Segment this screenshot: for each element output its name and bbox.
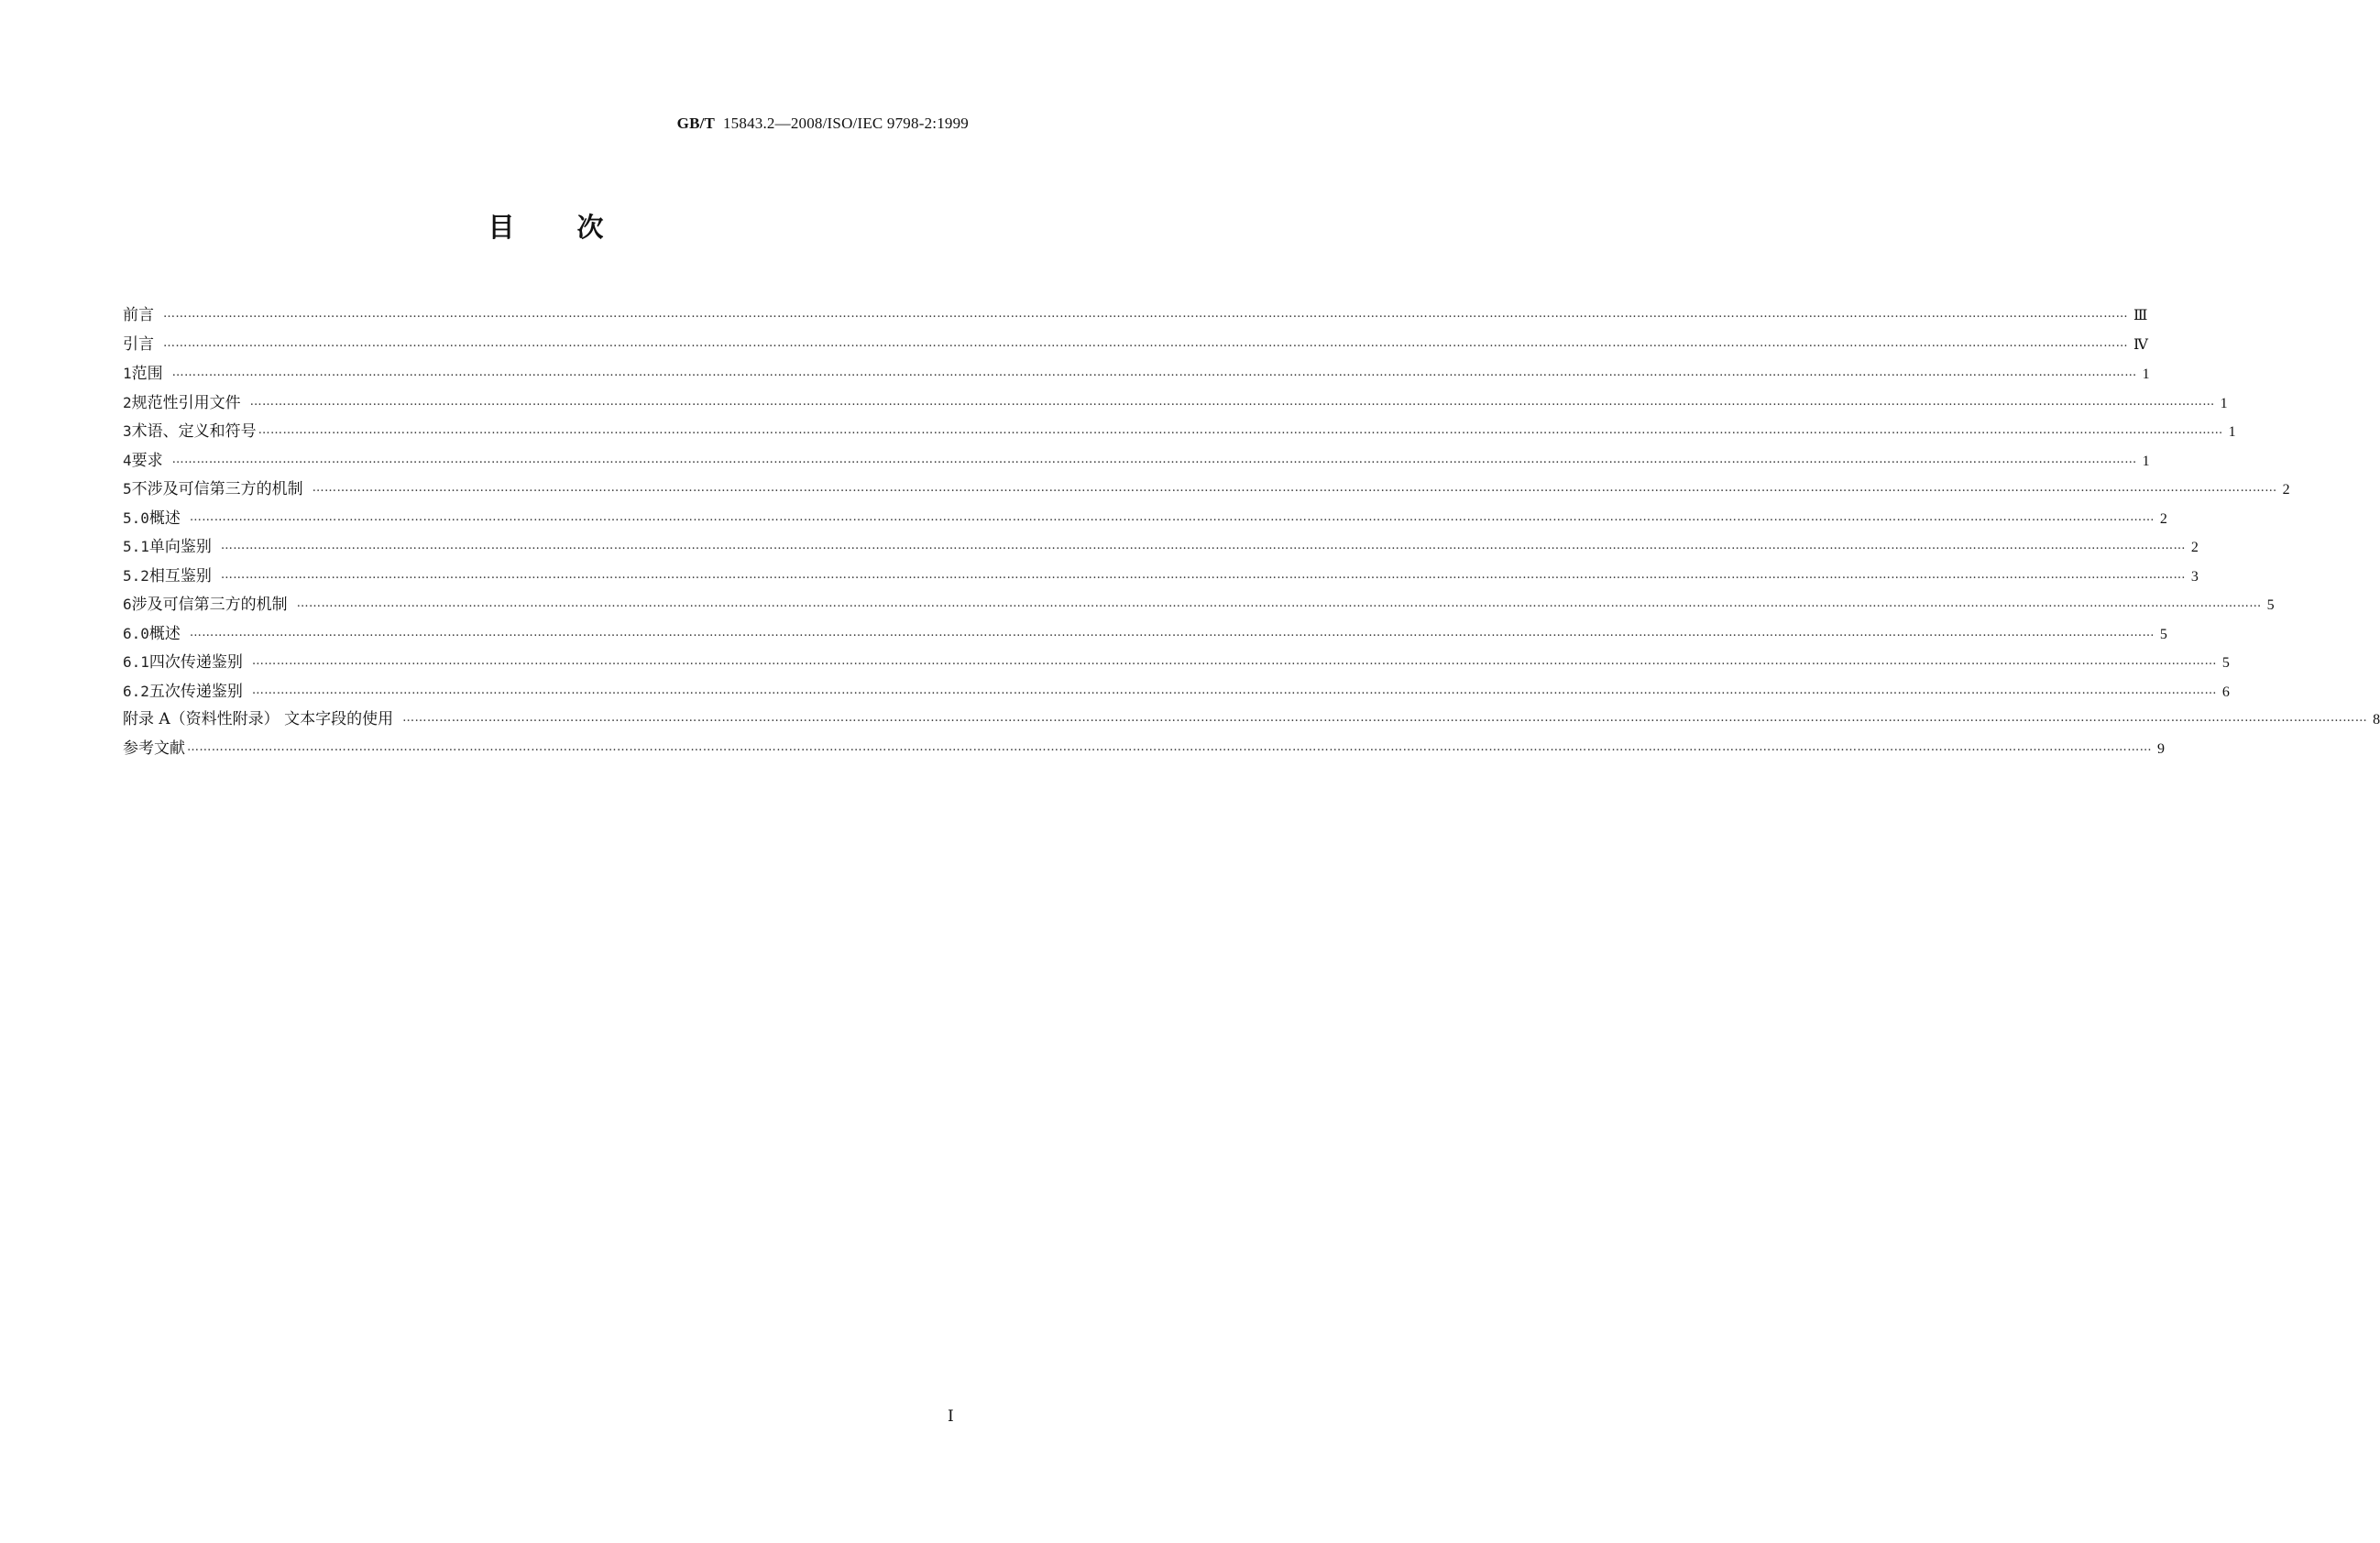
toc-entry[interactable] xyxy=(123,706,2380,735)
toc-dot-leader: ………………………………………………………………………………………………………………………………………………………………………………………………………………………………………………………………………………………………………………………………………………………………………………………………………………………………………… xyxy=(171,366,2137,379)
toc-entry-number: 6.1 xyxy=(123,653,149,671)
toc-entry-number: 6.0 xyxy=(123,624,149,642)
toc-entry-number: 5.0 xyxy=(123,509,149,527)
toc-dot-leader: ………………………………………………………………………………………………………………………………………………………………………………………………………………………………………………………………………………………………………………………………………………………………………………………………………………………………………… xyxy=(402,711,2368,725)
toc-entry-page: 6 xyxy=(2221,684,2230,700)
toc-entry-title: 概述 xyxy=(148,509,181,528)
toc-dot-leader: ………………………………………………………………………………………………………………………………………………………………………………………………………………………………………………………………………………………………………………………………………………………………………………………………………………………………………… xyxy=(312,481,2277,495)
toc-entry-page: 9 xyxy=(2157,740,2165,757)
toc-entry[interactable] xyxy=(123,446,2150,476)
toc-dot-leader: ………………………………………………………………………………………………………………………………………………………………………………………………………………………………………………………………………………………………………………………………………………………………………………………………………………………………………… xyxy=(163,335,2128,350)
toc-entry-page: 2 xyxy=(2190,540,2199,555)
toc-entry[interactable] xyxy=(123,359,2150,388)
toc-entry-page: 1 xyxy=(2228,424,2236,440)
toc-entry-page: 3 xyxy=(2190,568,2199,585)
toc-title: 目次 xyxy=(488,212,666,243)
toc-entry-title: 五次传递鉴别 xyxy=(148,682,243,701)
toc-entry-title: 相互鉴别 xyxy=(148,566,212,585)
toc-entry-title: 要求 xyxy=(131,451,163,470)
toc-entry-number: 5.2 xyxy=(123,566,149,585)
toc-entry[interactable] xyxy=(123,331,2148,360)
toc-entry[interactable] xyxy=(123,735,2165,764)
toc-entry-page: 1 xyxy=(2142,367,2150,382)
toc-entry[interactable] xyxy=(123,301,2148,331)
toc-entry-title: 不涉及可信第三方的机制 xyxy=(131,480,303,498)
toc-dot-leader: ………………………………………………………………………………………………………………………………………………………………………………………………………………………………………………………………………………………………………………………………………………………………………………………………………………………………………… xyxy=(296,596,2262,610)
toc-entry-number: 1 xyxy=(123,365,132,382)
standard-prefix: GB/T xyxy=(676,115,716,132)
toc-entry[interactable] xyxy=(123,475,2290,504)
toc-entry-title: 范围 xyxy=(131,365,163,383)
toc-entry-number: 5 xyxy=(123,480,132,498)
standard-code: 15843.2—2008/ISO/IEC 9798-2:1999 xyxy=(722,115,969,132)
toc-entry[interactable] xyxy=(123,562,2199,591)
toc-entry-number: 3 xyxy=(123,422,132,440)
toc-dot-leader: ………………………………………………………………………………………………………………………………………………………………………………………………………………………………………………………………………………………………………………………………………………………………………………………………………………………………………… xyxy=(171,452,2137,466)
toc-entry-number: 6.2 xyxy=(123,682,149,700)
toc-entry-page: 5 xyxy=(2221,655,2230,671)
toc-entry-page: 2 xyxy=(2159,510,2167,527)
toc-entry-number: 5.1 xyxy=(123,538,149,555)
toc-entry-title: 概述 xyxy=(148,624,181,643)
toc-dot-leader: ………………………………………………………………………………………………………………………………………………………………………………………………………………………………………………………………………………………………………………………………………………………………………………………………………………………………………… xyxy=(187,739,2152,754)
toc-dot-leader: ………………………………………………………………………………………………………………………………………………………………………………………………………………………………………………………………………………………………………………………………………………………………………………………………………………………………………… xyxy=(220,567,2186,582)
toc-entry[interactable] xyxy=(123,532,2199,562)
toc-entry[interactable] xyxy=(123,590,2275,619)
toc-entry-page: 1 xyxy=(2142,453,2150,469)
toc-entry-title: 前言 xyxy=(123,306,154,324)
page-number: Ⅰ xyxy=(948,1407,954,1425)
toc-dot-leader: ………………………………………………………………………………………………………………………………………………………………………………………………………………………………………………………………………………………………………………………………………………………………………………………………………………………………………… xyxy=(258,423,2223,437)
toc-entry[interactable] xyxy=(123,677,2230,706)
toc-entry-page: 5 xyxy=(2159,626,2167,642)
toc-entry-page: 5 xyxy=(2266,597,2275,613)
toc-entry-page: 1 xyxy=(2220,395,2228,411)
toc-dot-leader: ………………………………………………………………………………………………………………………………………………………………………………………………………………………………………………………………………………………………………………………………………………………………………………………………………………………………………… xyxy=(189,509,2155,524)
toc-dot-leader: ………………………………………………………………………………………………………………………………………………………………………………………………………………………………………………………………………………………………………………………………………………………………………………………………………………………………………… xyxy=(251,683,2217,697)
toc-entry-page: 2 xyxy=(2282,482,2290,498)
table-of-contents xyxy=(123,301,2380,763)
toc-entry-title: 四次传递鉴别 xyxy=(148,653,243,672)
toc-entry-page: Ⅳ xyxy=(2133,336,2148,353)
toc-entry[interactable] xyxy=(123,417,2236,446)
toc-dot-leader: ………………………………………………………………………………………………………………………………………………………………………………………………………………………………………………………………………………………………………………………………………………………………………………………………………………………………………… xyxy=(251,654,2217,668)
toc-entry-number: 2 xyxy=(123,393,132,411)
toc-entry-title: 引言 xyxy=(123,334,154,354)
toc-entry-number: 4 xyxy=(123,451,132,469)
toc-dot-leader: ………………………………………………………………………………………………………………………………………………………………………………………………………………………………………………………………………………………………………………………………………………………………………………………………………………………………………… xyxy=(220,539,2186,553)
toc-entry[interactable] xyxy=(123,648,2230,677)
toc-dot-leader: ………………………………………………………………………………………………………………………………………………………………………………………………………………………………………………………………………………………………………………………………………………………………………………………………………………………………………… xyxy=(163,307,2128,321)
toc-entry-title: 规范性引用文件 xyxy=(131,393,241,412)
toc-entry-title: 参考文献 xyxy=(123,739,185,758)
toc-entry-page: Ⅲ xyxy=(2133,308,2148,323)
toc-entry-title: 术语、定义和符号 xyxy=(131,422,257,441)
toc-entry-title: 涉及可信第三方的机制 xyxy=(131,596,288,614)
toc-entry-title: 单向鉴别 xyxy=(148,538,212,556)
toc-dot-leader: ………………………………………………………………………………………………………………………………………………………………………………………………………………………………………………………………………………………………………………………………………………………………………………………………………………………………………… xyxy=(189,625,2155,640)
standard-number-header xyxy=(677,115,969,133)
toc-entry[interactable] xyxy=(123,619,2167,649)
toc-entry[interactable] xyxy=(123,388,2228,418)
toc-entry[interactable] xyxy=(123,504,2167,533)
toc-dot-leader: ………………………………………………………………………………………………………………………………………………………………………………………………………………………………………………………………………………………………………………………………………………………………………………………………………………………………………… xyxy=(249,394,2215,409)
toc-entry-page: 8 xyxy=(2373,712,2380,728)
toc-entry-title: 附录 A（资料性附录） 文本字段的使用 xyxy=(123,710,394,728)
toc-entry-number: 6 xyxy=(123,596,132,613)
